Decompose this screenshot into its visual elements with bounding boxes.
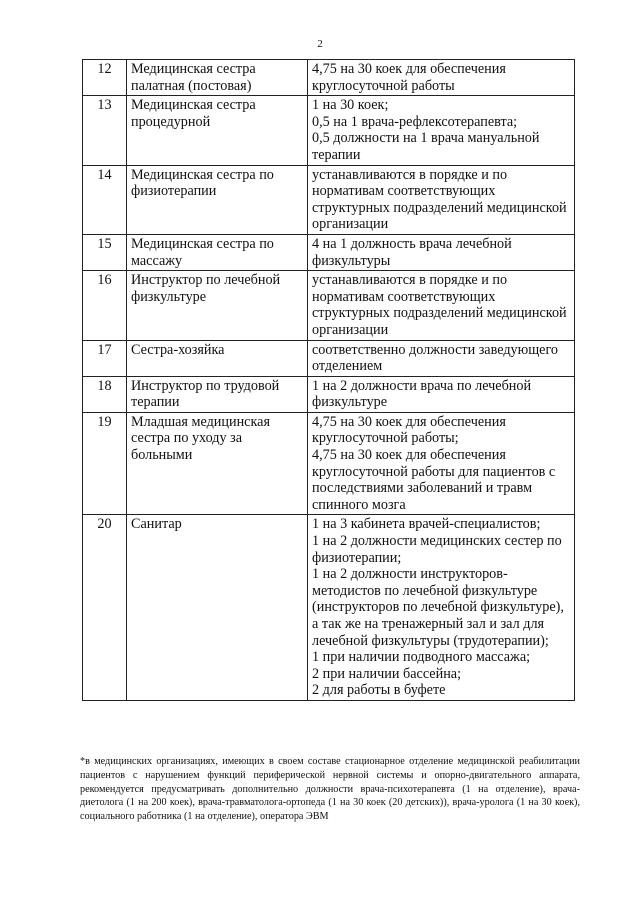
norm-line: 0,5 должности на 1 врача мануальной терапии [312, 130, 540, 163]
row-number: 18 [83, 376, 127, 412]
row-number: 19 [83, 412, 127, 515]
staffing-norm [308, 340, 575, 376]
staffing-norm [308, 60, 575, 96]
position-name: Младшая медицинская сестра по уходу за больными [127, 412, 308, 515]
norm-line: 1 на 2 должности врача по лечебной физкультуре [312, 377, 532, 411]
staffing-norm [308, 271, 575, 340]
table-row [83, 376, 575, 412]
norm-line: устанавливаются в порядке и по нормативам соответствующих структурных подразделений медицинской организации [312, 166, 567, 233]
table-row [83, 412, 575, 515]
staffing-norm [308, 515, 575, 701]
staffing-norm [308, 412, 575, 515]
norm-line: 0,5 на 1 врача-рефлексотерапевта; [312, 113, 518, 130]
page-number: 2 [317, 38, 323, 50]
staffing-norm [308, 376, 575, 412]
position-name: Медицинская сестра палатная (постовая) [127, 60, 308, 96]
norm-line: 4,75 на 30 коек для обеспечения круглосуточной работы [312, 61, 506, 94]
norm-line: 1 на 30 коек; [312, 97, 389, 114]
norm-line: 4,75 на 30 коек для обеспечения круглосуточной работы; [312, 413, 506, 447]
norm-line: 1 на 3 кабинета врачей-специалистов; [312, 516, 541, 533]
table-row [83, 234, 575, 270]
row-number: 15 [83, 234, 127, 270]
position-name: Инструктор по лечебной физкультуре [127, 271, 308, 340]
position-name: Медицинская сестра по массажу [127, 234, 308, 270]
norm-line: соответственно должности заведующего отделением [312, 341, 559, 375]
staffing-norm [308, 96, 575, 165]
table-row [83, 60, 575, 96]
norm-line: 1 при наличии подводного массажа; [312, 649, 531, 666]
position-name: Сестра-хозяйка [127, 340, 308, 376]
norm-line: 4,75 на 30 коек для обеспечения круглосуточной работы для пациентов с последствиями заболеваний и травм спинного мозга [312, 447, 556, 513]
norm-line: 2 для работы в буфете [312, 682, 446, 699]
norm-line: 1 на 2 должности инструкторов-методистов по лечебной физкультуре (инструкторов по лечебной физкультуре), а так же на тренажерный зал и зал для лечебной физкультуры (трудотерапии); [312, 566, 564, 649]
norm-line: устанавливаются в порядке и по нормативам соответствующих структурных подразделений медицинской организации [312, 272, 567, 338]
staffing-norm [308, 165, 575, 234]
row-number: 12 [83, 60, 127, 96]
row-number: 16 [83, 271, 127, 340]
table-row [83, 515, 575, 701]
norm-line: 2 при наличии бассейна; [312, 665, 462, 682]
table-row [83, 96, 575, 165]
row-number: 17 [83, 340, 127, 376]
position-name: Санитар [127, 515, 308, 701]
row-number: 20 [83, 515, 127, 701]
position-name: Инструктор по трудовой терапии [127, 376, 308, 412]
table-row [83, 165, 575, 234]
norm-line: 1 на 2 должности медицинских сестер по физиотерапии; [312, 533, 562, 566]
row-number: 13 [83, 96, 127, 165]
staffing-norm [308, 234, 575, 270]
position-name: Медицинская сестра процедурной [127, 96, 308, 165]
table-row [83, 340, 575, 376]
table-row [83, 271, 575, 340]
row-number: 14 [83, 165, 127, 234]
staffing-table [82, 59, 575, 701]
footnote: *в медицинских организациях, имеющих в своем составе стационарное отделение медицинской реабилитации пациентов с нарушением функций периферической нервной системы и опорно-двигательного аппарата, рекомендуется предусматривать дополнительно должности врача-психотерапевта (1 на отделение), врача-диетолога (1 на 200 коек), врача-травматолога-ортопеда (1 на 30 коек (20 детских)), врача-уролога (1 на 30 коек), социального работника (1 на отделение), оператора ЭВМ [80, 756, 580, 823]
norm-line: 4 на 1 должность врача лечебной физкультуры [312, 235, 512, 269]
position-name: Медицинская сестра по физиотерапии [127, 165, 308, 234]
